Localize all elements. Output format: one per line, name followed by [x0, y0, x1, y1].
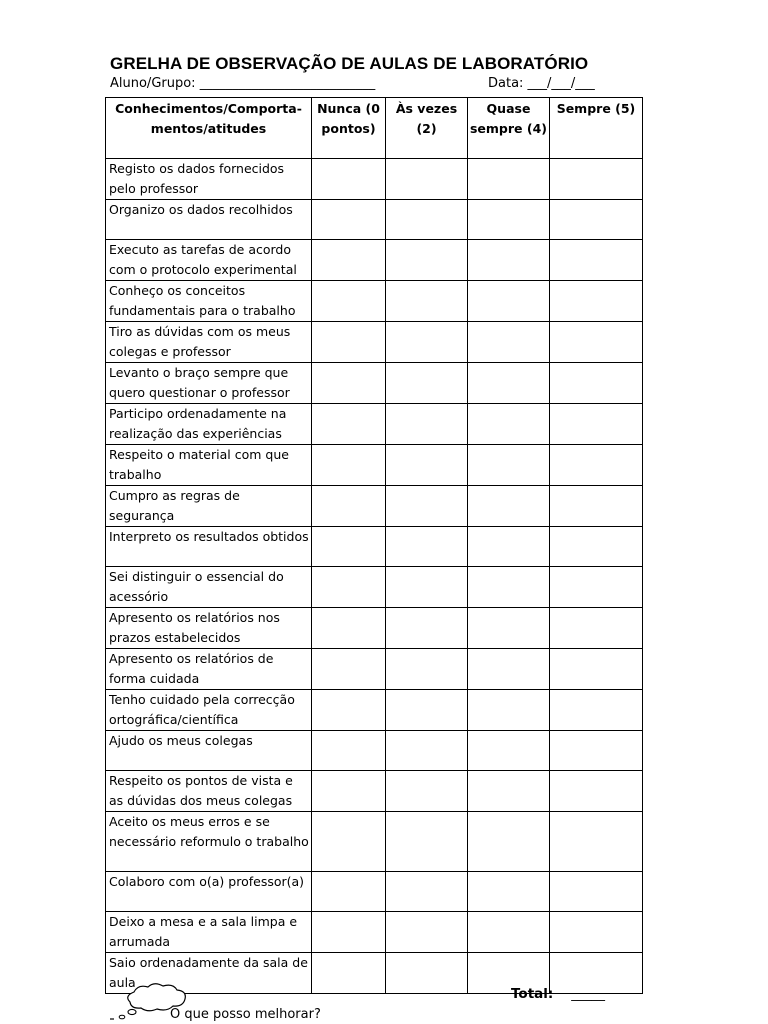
- observation-grid: [105, 97, 643, 994]
- criterion-label: Cumpro as regras de segurança: [106, 486, 312, 527]
- rating-cell-quase-sempre[interactable]: [468, 649, 550, 690]
- rating-cell-nunca[interactable]: [312, 486, 386, 527]
- rating-cell-quase-sempre[interactable]: [468, 912, 550, 953]
- rating-cell-sempre[interactable]: [550, 912, 643, 953]
- rating-cell-sempre[interactable]: [550, 363, 643, 404]
- criterion-label: Aceito os meus erros e se necessário reformulo o trabalho: [106, 812, 312, 872]
- criterion-label: Organizo os dados recolhidos: [106, 200, 312, 240]
- date-field[interactable]: Data: ___/___/___: [488, 76, 595, 91]
- rating-cell-sempre[interactable]: [550, 608, 643, 649]
- table-row: [106, 872, 643, 912]
- criterion-label: Registo os dados fornecidos pelo professor: [106, 159, 312, 200]
- total-blank[interactable]: _____: [571, 986, 606, 1002]
- rating-cell-as-vezes[interactable]: [386, 240, 468, 281]
- total-line: [511, 986, 605, 1002]
- rating-cell-as-vezes[interactable]: [386, 608, 468, 649]
- rating-cell-quase-sempre[interactable]: [468, 486, 550, 527]
- header-row: [106, 98, 643, 159]
- criterion-label: Apresento os relatórios nos prazos estabelecidos: [106, 608, 312, 649]
- rating-cell-as-vezes[interactable]: [386, 771, 468, 812]
- rating-cell-quase-sempre[interactable]: [468, 404, 550, 445]
- criterion-label: Ajudo os meus colegas: [106, 731, 312, 771]
- criterion-label: Respeito o material com que trabalho: [106, 445, 312, 486]
- table-row: [106, 240, 643, 281]
- table-row: [106, 731, 643, 771]
- rating-cell-quase-sempre[interactable]: [468, 812, 550, 872]
- rating-cell-quase-sempre[interactable]: [468, 445, 550, 486]
- rating-cell-nunca[interactable]: [312, 404, 386, 445]
- rating-cell-sempre[interactable]: [550, 404, 643, 445]
- rating-cell-sempre[interactable]: [550, 486, 643, 527]
- criterion-label: Executo as tarefas de acordo com o protocolo experimental: [106, 240, 312, 281]
- rating-cell-as-vezes[interactable]: [386, 649, 468, 690]
- rating-cell-sempre[interactable]: [550, 649, 643, 690]
- table-row: [106, 912, 643, 953]
- rating-cell-as-vezes[interactable]: [386, 322, 468, 363]
- rating-cell-nunca[interactable]: [312, 812, 386, 872]
- rating-cell-sempre[interactable]: [550, 281, 643, 322]
- criterion-label: Sei distinguir o essencial do acessório: [106, 567, 312, 608]
- rating-cell-quase-sempre[interactable]: [468, 240, 550, 281]
- rating-cell-quase-sempre[interactable]: [468, 159, 550, 200]
- table-row: [106, 281, 643, 322]
- table-row: [106, 608, 643, 649]
- criterion-label: Tenho cuidado pela correcção ortográfica/científica: [106, 690, 312, 731]
- rating-cell-sempre[interactable]: [550, 159, 643, 200]
- rating-cell-sempre[interactable]: [550, 445, 643, 486]
- rating-cell-as-vezes[interactable]: [386, 731, 468, 771]
- criterion-label: Conheço os conceitos fundamentais para o trabalho: [106, 281, 312, 322]
- rating-cell-nunca[interactable]: [312, 527, 386, 567]
- rating-cell-as-vezes[interactable]: [386, 486, 468, 527]
- table-row: [106, 567, 643, 608]
- total-label: Total:: [511, 986, 554, 1002]
- rating-cell-as-vezes[interactable]: [386, 363, 468, 404]
- table-row: [106, 812, 643, 872]
- column-header-as-vezes: Às vezes (2): [386, 98, 468, 159]
- rating-cell-nunca[interactable]: [312, 771, 386, 812]
- table-row: [106, 690, 643, 731]
- grid-body: [106, 159, 643, 994]
- improvement-question: O que posso melhorar?: [170, 1007, 321, 1022]
- rating-cell-as-vezes[interactable]: [386, 872, 468, 912]
- rating-cell-as-vezes[interactable]: [386, 567, 468, 608]
- rating-cell-quase-sempre[interactable]: [468, 527, 550, 567]
- rating-cell-nunca[interactable]: [312, 608, 386, 649]
- rating-cell-quase-sempre[interactable]: [468, 872, 550, 912]
- rating-cell-as-vezes[interactable]: [386, 404, 468, 445]
- criterion-label: Interpreto os resultados obtidos: [106, 527, 312, 567]
- table-row: [106, 527, 643, 567]
- criterion-label: Saio ordenadamente da sala de aula: [106, 953, 312, 994]
- rating-cell-quase-sempre[interactable]: [468, 363, 550, 404]
- rating-cell-quase-sempre[interactable]: [468, 731, 550, 771]
- rating-cell-quase-sempre[interactable]: [468, 771, 550, 812]
- page-title: GRELHA DE OBSERVAÇÃO DE AULAS DE LABORATÓRIO: [110, 54, 589, 73]
- rating-cell-sempre[interactable]: [550, 872, 643, 912]
- table-row: [106, 159, 643, 200]
- rating-cell-sempre[interactable]: [550, 240, 643, 281]
- rating-cell-as-vezes[interactable]: [386, 445, 468, 486]
- rating-cell-nunca[interactable]: [312, 281, 386, 322]
- rating-cell-sempre[interactable]: [550, 731, 643, 771]
- criterion-label: Respeito os pontos de vista e as dúvidas dos meus colegas: [106, 771, 312, 812]
- criterion-label: Participo ordenadamente na realização das experiências: [106, 404, 312, 445]
- rating-cell-nunca[interactable]: [312, 872, 386, 912]
- rating-cell-quase-sempre[interactable]: [468, 690, 550, 731]
- rating-cell-as-vezes[interactable]: [386, 527, 468, 567]
- table-row: [106, 486, 643, 527]
- rating-cell-as-vezes[interactable]: [386, 200, 468, 240]
- rating-cell-nunca[interactable]: [312, 567, 386, 608]
- criteria-header: Conhecimentos/Comporta-mentos/atitudes: [106, 98, 312, 159]
- rating-cell-nunca[interactable]: [312, 322, 386, 363]
- rating-cell-nunca[interactable]: [312, 649, 386, 690]
- table-row: [106, 445, 643, 486]
- rating-cell-as-vezes[interactable]: [386, 812, 468, 872]
- rating-cell-sempre[interactable]: [550, 771, 643, 812]
- rating-cell-as-vezes[interactable]: [386, 953, 468, 994]
- table-row: [106, 404, 643, 445]
- rating-cell-nunca[interactable]: [312, 445, 386, 486]
- criterion-label: Apresento os relatórios de forma cuidada: [106, 649, 312, 690]
- rating-cell-quase-sempre[interactable]: [468, 281, 550, 322]
- rating-cell-nunca[interactable]: [312, 363, 386, 404]
- rating-cell-as-vezes[interactable]: [386, 690, 468, 731]
- student-date-line: [110, 76, 642, 91]
- column-header-quase-sempre: Quase sempre (4): [468, 98, 550, 159]
- rating-cell-sempre[interactable]: [550, 690, 643, 731]
- rating-cell-nunca[interactable]: [312, 953, 386, 994]
- rating-cell-sempre[interactable]: [550, 200, 643, 240]
- rating-cell-nunca[interactable]: [312, 731, 386, 771]
- rating-cell-nunca[interactable]: [312, 912, 386, 953]
- rating-cell-as-vezes[interactable]: [386, 912, 468, 953]
- rating-cell-nunca[interactable]: [312, 240, 386, 281]
- table-row: [106, 322, 643, 363]
- criterion-label: Levanto o braço sempre que quero questionar o professor: [106, 363, 312, 404]
- rating-cell-sempre[interactable]: [550, 567, 643, 608]
- rating-cell-nunca[interactable]: [312, 159, 386, 200]
- rating-cell-as-vezes[interactable]: [386, 159, 468, 200]
- rating-cell-quase-sempre[interactable]: [468, 567, 550, 608]
- student-field[interactable]: Aluno/Grupo: ___________________________: [110, 76, 376, 91]
- table-row: [106, 200, 643, 240]
- rating-cell-quase-sempre[interactable]: [468, 322, 550, 363]
- rating-cell-nunca[interactable]: [312, 690, 386, 731]
- column-header-nunca: Nunca (0 pontos): [312, 98, 386, 159]
- rating-cell-sempre[interactable]: [550, 527, 643, 567]
- table-row: [106, 649, 643, 690]
- column-header-sempre: Sempre (5): [550, 98, 643, 159]
- rating-cell-sempre[interactable]: [550, 812, 643, 872]
- rating-cell-as-vezes[interactable]: [386, 281, 468, 322]
- rating-cell-quase-sempre[interactable]: [468, 200, 550, 240]
- rating-cell-quase-sempre[interactable]: [468, 608, 550, 649]
- criterion-label: Tiro as dúvidas com os meus colegas e professor: [106, 322, 312, 363]
- table-row: [106, 771, 643, 812]
- rating-cell-nunca[interactable]: [312, 200, 386, 240]
- rating-cell-sempre[interactable]: [550, 322, 643, 363]
- criterion-label: Colaboro com o(a) professor(a): [106, 872, 312, 912]
- table-row: [106, 363, 643, 404]
- criterion-label: Deixo a mesa e a sala limpa e arrumada: [106, 912, 312, 953]
